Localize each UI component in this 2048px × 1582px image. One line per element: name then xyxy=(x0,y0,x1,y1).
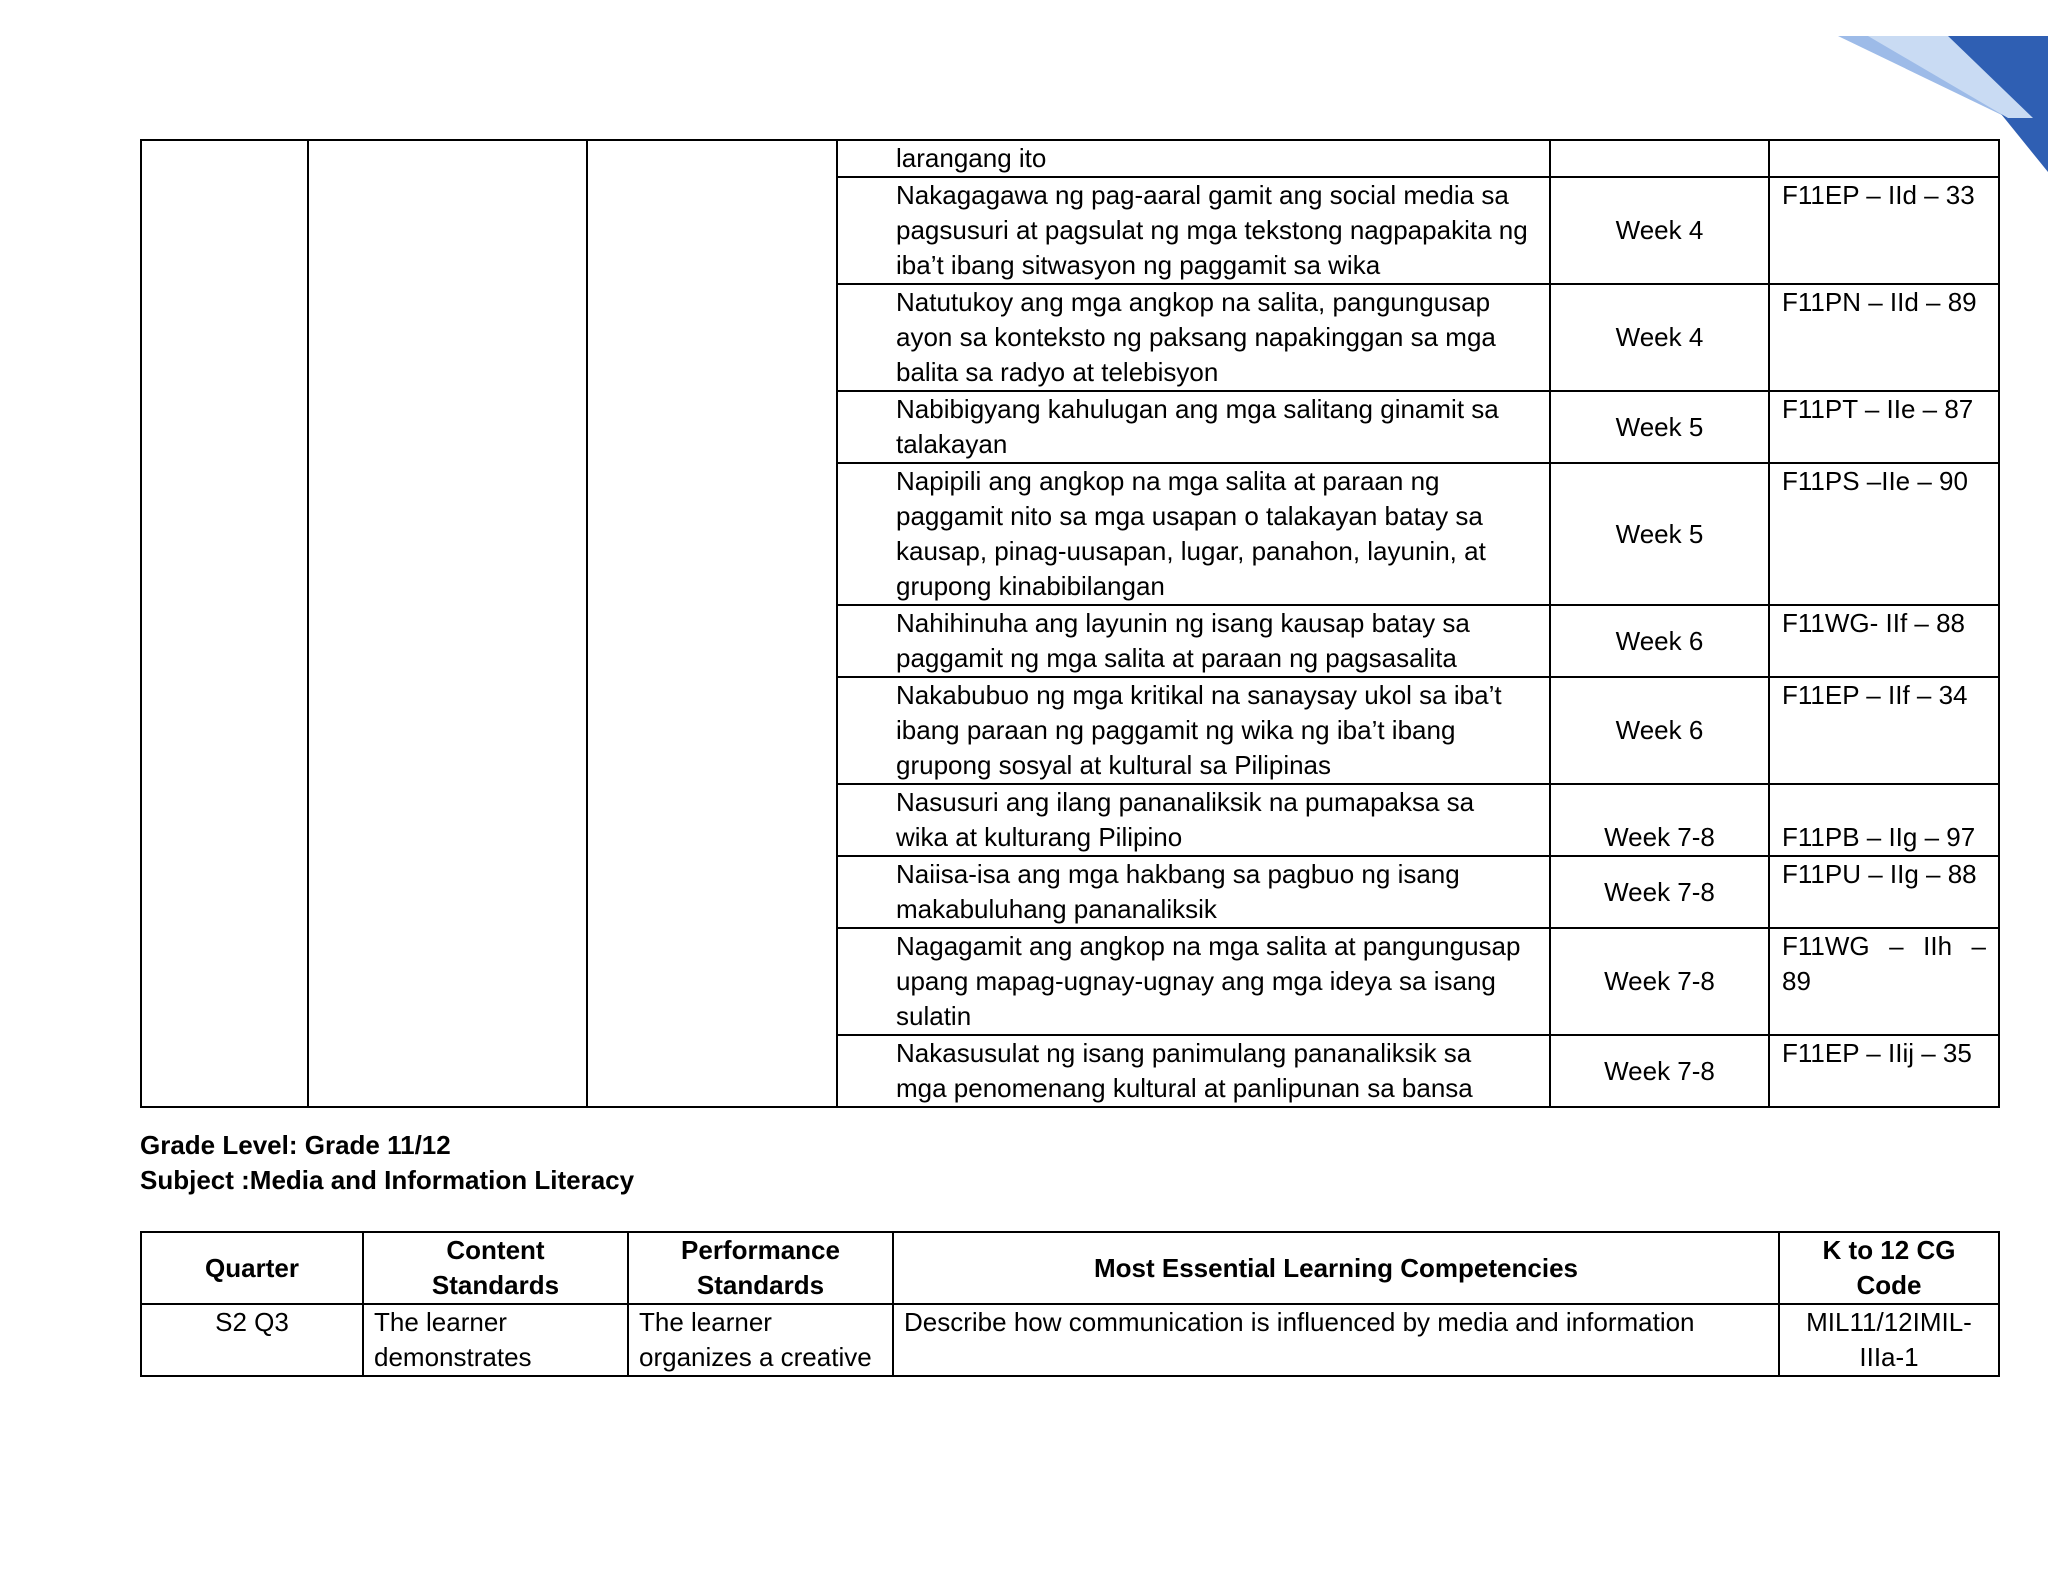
subject-label: Subject :Media and Information Literacy xyxy=(140,1165,635,1195)
code-cell xyxy=(1769,928,1999,1035)
code-cell: F11PS –IIe – 90 xyxy=(1769,463,1999,605)
week-cell: Week 4 xyxy=(1550,284,1769,391)
code-cell: F11EP – IIf – 34 xyxy=(1769,677,1999,784)
performance-standards-cell: The learner organizes a creative xyxy=(628,1304,893,1376)
table-row xyxy=(141,140,1999,177)
code-cell: F11PT – IIe – 87 xyxy=(1769,391,1999,463)
week-cell: Week 7-8 xyxy=(1550,928,1769,1035)
competency-cell: Natutukoy ang mga angkop na salita, pangungusap ayon sa konteksto ng paksang napakinggan sa mga balita sa radyo at telebisyon xyxy=(837,284,1550,391)
competency-cell: Nakasusulat ng isang panimulang pananaliksik sa mga penomenang kultural at panlipunan sa bansa xyxy=(837,1035,1550,1107)
week-cell xyxy=(1550,140,1769,177)
competency-cell: Nahihinuha ang layunin ng isang kausap batay sa paggamit ng mga salita at paraan ng pagsasalita xyxy=(837,605,1550,677)
week-cell: Week 7-8 xyxy=(1550,856,1769,928)
quarter-cell: S2 Q3 xyxy=(141,1304,363,1376)
performance-standards-cell-empty xyxy=(587,140,837,1107)
code-cell: F11EP – IIij – 35 xyxy=(1769,1035,1999,1107)
content-standards-cell: The learner demonstrates xyxy=(363,1304,628,1376)
melc-cell: Describe how communication is influenced by media and information xyxy=(893,1304,1779,1376)
content-standards-cell-empty xyxy=(308,140,587,1107)
header-cg-code: K to 12 CG Code xyxy=(1779,1232,1999,1304)
code-cell: F11PB – IIg – 97 xyxy=(1769,784,1999,856)
competency-cell: Nabibigyang kahulugan ang mga salitang ginamit sa talakayan xyxy=(837,391,1550,463)
competency-cell: Naiisa-isa ang mga hakbang sa pagbuo ng isang makabuluhang pananaliksik xyxy=(837,856,1550,928)
week-cell: Week 5 xyxy=(1550,391,1769,463)
code-line: 89 xyxy=(1782,966,1811,996)
competencies-table-continued xyxy=(140,139,2000,1108)
week-cell: Week 7-8 xyxy=(1550,784,1769,856)
table-header-row xyxy=(141,1232,1999,1304)
competency-cell: Nasusuri ang ilang pananaliksik na pumapaksa sa wika at kulturang Pilipino xyxy=(837,784,1550,856)
competency-cell: Napipili ang angkop na mga salita at paraan ng paggamit nito sa mga usapan o talakayan batay sa kausap, pinag-uusapan, lugar, panahon, layunin, at grupong kinabibilangan xyxy=(837,463,1550,605)
code-line: F11WG – IIh – xyxy=(1782,931,1986,961)
code-cell: F11WG- IIf – 88 xyxy=(1769,605,1999,677)
quarter-cell-empty xyxy=(141,140,308,1107)
grade-level-label: Grade Level: Grade 11/12 xyxy=(140,1130,451,1160)
melc-table xyxy=(140,1231,2000,1377)
competency-cell: Nagagamit ang angkop na mga salita at pangungusap upang mapag-ugnay-ugnay ang mga ideya sa isang sulatin xyxy=(837,928,1550,1035)
header-melc: Most Essential Learning Competencies xyxy=(893,1232,1779,1304)
competency-cell: Nakagagawa ng pag-aaral gamit ang social media sa pagsusuri at pagsulat ng mga tekstong nagpapakita ng iba’t ibang sitwasyon ng paggamit sa wika xyxy=(837,177,1550,284)
week-cell: Week 7-8 xyxy=(1550,1035,1769,1107)
subject-meta xyxy=(140,1128,634,1198)
competency-cell: larangang ito xyxy=(837,140,1550,177)
code-cell: F11EP – IId – 33 xyxy=(1769,177,1999,284)
header-quarter: Quarter xyxy=(141,1232,363,1304)
header-content-standards: Content Standards xyxy=(363,1232,628,1304)
week-cell: Week 6 xyxy=(1550,677,1769,784)
table-row xyxy=(141,1304,1999,1376)
competency-cell: Nakabubuo ng mga kritikal na sanaysay ukol sa iba’t ibang paraan ng paggamit ng wika ng iba’t ibang grupong sosyal at kultural sa Pilipinas xyxy=(837,677,1550,784)
code-cell: F11PN – IId – 89 xyxy=(1769,284,1999,391)
week-cell: Week 4 xyxy=(1550,177,1769,284)
code-cell xyxy=(1769,140,1999,177)
code-cell: F11PU – IIg – 88 xyxy=(1769,856,1999,928)
week-cell: Week 6 xyxy=(1550,605,1769,677)
header-performance-standards: Performance Standards xyxy=(628,1232,893,1304)
week-cell: Week 5 xyxy=(1550,463,1769,605)
cg-code-cell: MIL11/12IMIL- IIIa-1 xyxy=(1779,1304,1999,1376)
